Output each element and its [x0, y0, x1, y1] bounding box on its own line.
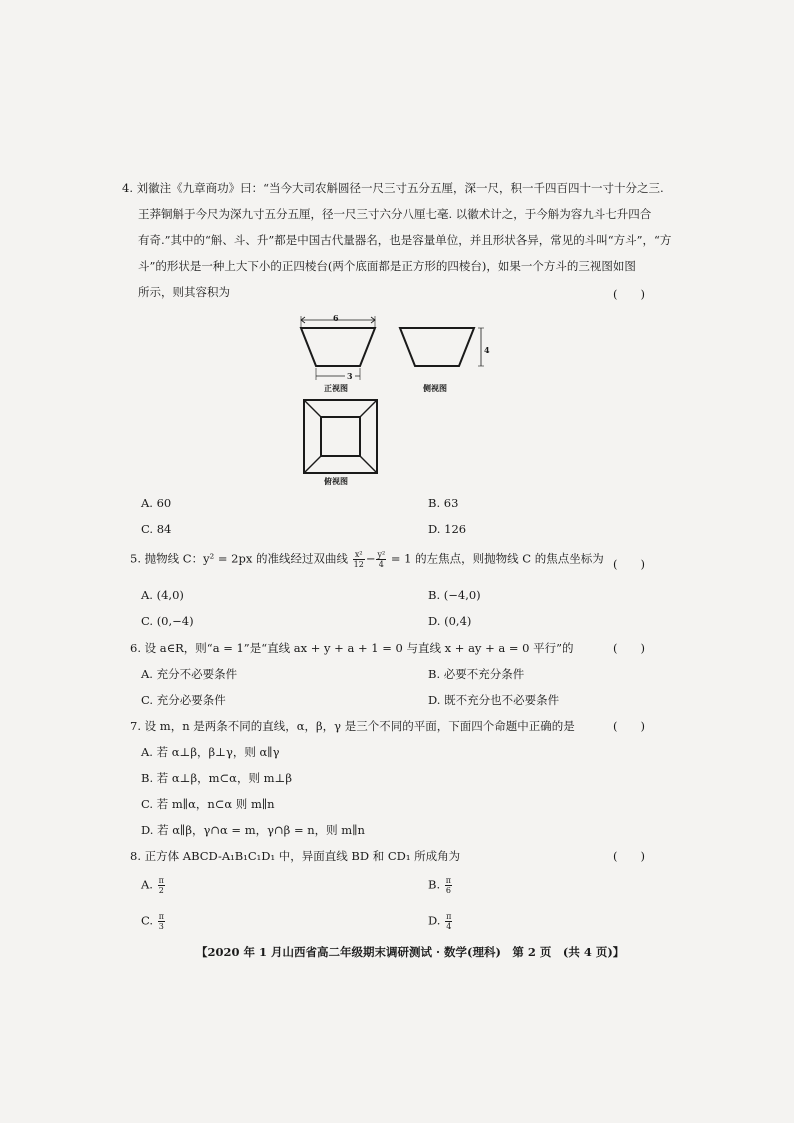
q7-option-b: B. 若 α⊥β，m⊂α，则 m⊥β [141, 771, 292, 785]
side-view-label: 侧视图 [423, 383, 447, 393]
q8-option-a [141, 876, 166, 895]
q8-option-b-den: 6 [445, 886, 451, 895]
q8-option-c-frac [158, 912, 165, 931]
q8-option-a-num: π [158, 876, 164, 885]
q5-prefix: 5. 抛物线 C：y² = 2px 的准线经过双曲线 [130, 551, 348, 566]
q4-line-3: 有奇.”其中的“斛、斗、升”都是中国古代量器名，也是容量单位，并且形状各异，常见的斗叫“方斗”，“方 [138, 233, 672, 247]
q4-line-2: 王莽铜斛于今尺为深九寸五分五厘，径一尺三寸六分八厘七毫. 以徽术计之，于今斛为容九斗七升四合 [138, 207, 652, 221]
q5-minus: − [365, 551, 376, 566]
front-view [301, 316, 375, 380]
q6-option-b: B. 必要不充分条件 [428, 667, 525, 681]
q8-option-d-label: D. [428, 913, 441, 928]
q7-answer-paren: ( ) [613, 719, 645, 733]
q5-frac-y-num: y² [377, 550, 386, 559]
q7-option-d: D. 若 α∥β，γ∩α = m，γ∩β = n，则 m∥n [141, 823, 365, 837]
three-view-figure [290, 310, 500, 486]
q4-line-1: 4. 刘徽注《九章商功》曰：“当今大司农斛圆径一尺三寸五分五厘，深一尺，积一千四百四十一寸十分之三. [122, 181, 664, 195]
q5-option-d: D. (0,4) [428, 614, 472, 628]
q5-frac-x [353, 550, 365, 569]
q4-answer-paren: ( ) [613, 287, 645, 301]
side-view [400, 328, 484, 366]
q4-line-5: 所示，则其容积为 [138, 285, 230, 299]
q4-option-c: C. 84 [141, 522, 172, 536]
q8-option-b-frac [445, 876, 452, 895]
q6-option-a: A. 充分不必要条件 [141, 667, 238, 681]
q5-frac-x-num: x² [353, 550, 365, 560]
q5-frac-y-den: 4 [378, 560, 384, 569]
q8-option-a-frac [158, 876, 165, 895]
q6-option-c: C. 充分必要条件 [141, 693, 226, 707]
q5-answer-paren: ( ) [613, 557, 645, 571]
q4-line-4: 斗”的形状是一种上大下小的正四棱台(两个底面都是正方形的四棱台)，如果一个方斗的三视图如图 [138, 259, 636, 273]
dim-top-width: 6 [333, 313, 339, 323]
q5-frac-x-den: 12 [353, 560, 364, 569]
q7-option-c: C. 若 m∥α，n⊂α 则 m∥n [141, 797, 275, 811]
top-view-label: 俯视图 [324, 476, 348, 486]
q6-option-d: D. 既不充分也不必要条件 [428, 693, 560, 707]
q7-stem: 7. 设 m，n 是两条不同的直线，α，β，γ 是三个不同的平面，下面四个命题中正确的是 [130, 719, 575, 733]
q8-option-d-num: π [446, 912, 452, 921]
q8-option-b-num: π [445, 876, 452, 885]
q8-option-a-label: A. [141, 877, 153, 892]
q5-option-a: A. (4,0) [141, 588, 184, 602]
q8-option-c-den: 3 [158, 922, 164, 931]
page-footer: 【2020 年 1 月山西省高二年级期末调研测试 · 数学(理科) 第 2 页 (共 4 页)】 [196, 945, 625, 959]
q5-suffix: = 1 的左焦点，则抛物线 C 的焦点坐标为 [390, 551, 604, 566]
top-view [304, 400, 377, 473]
q6-answer-paren: ( ) [613, 641, 645, 655]
q8-option-c-label: C. [141, 913, 154, 928]
q8-answer-paren: ( ) [613, 849, 645, 863]
q8-option-b [428, 876, 453, 895]
dim-bottom-width: 3 [347, 371, 353, 381]
q4-option-a: A. 60 [141, 496, 172, 510]
q8-option-d-den: 4 [446, 922, 452, 931]
dim-height: 4 [484, 345, 490, 355]
q8-option-b-label: B. [428, 877, 441, 892]
q6-stem: 6. 设 a∈R，则“a = 1”是“直线 ax + y + a + 1 = 0 与直线 x + ay + a = 0 平行”的 [130, 641, 574, 655]
q8-option-c [141, 912, 166, 931]
q8-option-c-num: π [158, 912, 164, 921]
q5-option-c: C. (0,−4) [141, 614, 194, 628]
q8-stem: 8. 正方体 ABCD-A₁B₁C₁D₁ 中，异面直线 BD 和 CD₁ 所成角为 [130, 849, 461, 863]
q5-stem [130, 550, 604, 569]
q5-frac-y [376, 550, 386, 569]
q8-option-a-den: 2 [158, 886, 164, 895]
q4-option-b: B. 63 [428, 496, 459, 510]
q5-option-b: B. (−4,0) [428, 588, 481, 602]
q8-option-d-frac [445, 912, 452, 931]
q4-option-d: D. 126 [428, 522, 467, 536]
q8-option-d [428, 912, 453, 931]
front-view-label: 正视图 [324, 383, 348, 393]
q7-option-a: A. 若 α⊥β，β⊥γ，则 α∥γ [141, 745, 280, 759]
